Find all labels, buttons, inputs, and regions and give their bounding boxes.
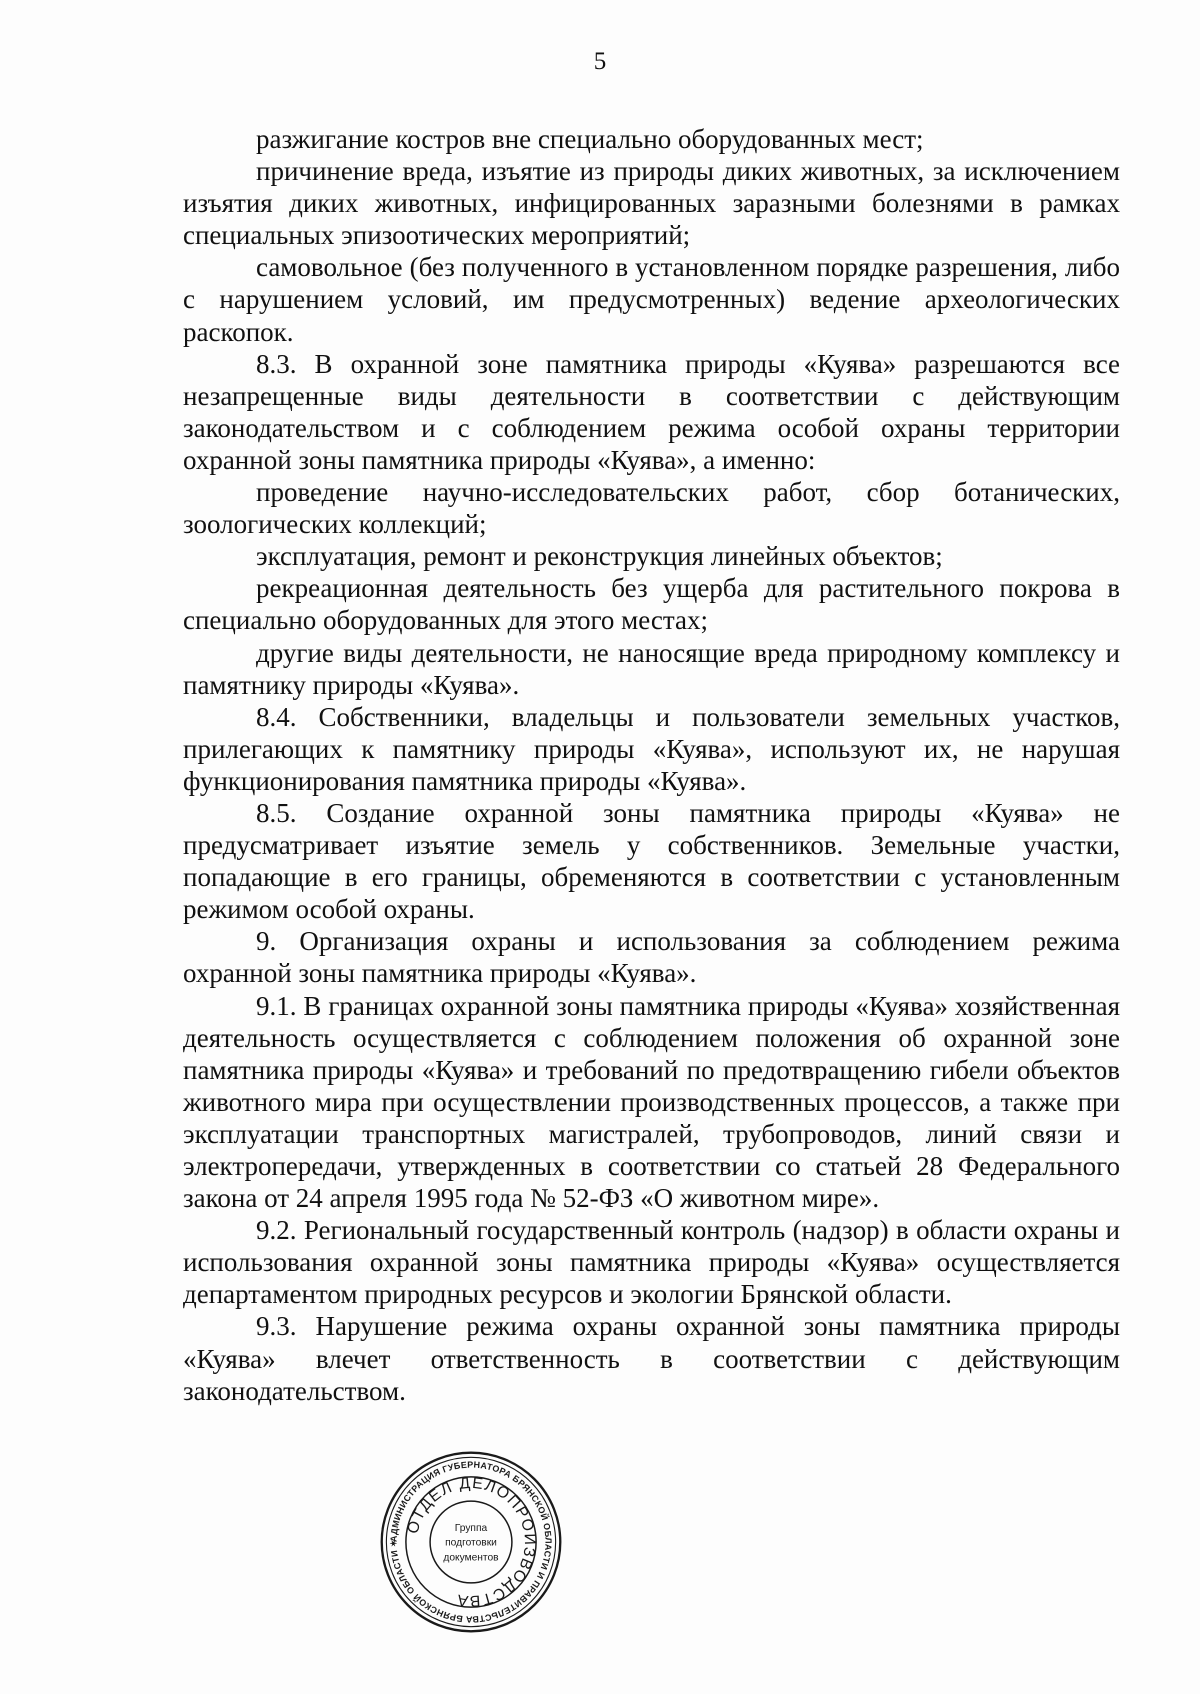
paragraph-9-1: 9.1. В границах охранной зоны памятника природы «Куява» хозяйственная деятельность осуществляется с соблюдением положения об охранной зоне памятника природы «Куява» и требований по предотвращению гибели объектов животного мира при осуществлении производственных процессов, а также при эксплуатации транспортных магистралей, трубопроводов, линий связи и электропередачи, утвержденных в соответствии со статьей 28 Федерального закона от 24 апреля 1995 года № 52-ФЗ «О животном мире». [183, 990, 1120, 1214]
document-body [183, 123, 1120, 1407]
paragraph-bonfires: разжигание костров вне специально оборудованных мест; [256, 124, 924, 154]
paragraph-8-5: 8.5. Создание охранной зоны памятника природы «Куява» не предусматривает изъятие земель у собственников. Земельные участки, попадающие в его границы, обременяются в соответствии с установленным режимом особой охраны. [183, 797, 1120, 925]
paragraph-harm-to-animals: причинение вреда, изъятие из природы диких животных, за исключением изъятия диких животных, инфицированных заразными болезнями в рамках специальных эпизоотических мероприятий; [183, 156, 1120, 251]
page-number: 5 [593, 48, 607, 75]
paragraph-linear-objects: эксплуатация, ремонт и реконструкция линейных объектов; [256, 541, 943, 572]
seal-center-line-1: Группа [454, 1522, 488, 1534]
seal-center-line-2: подготовки [445, 1537, 497, 1549]
paragraph-8-3: 8.3. В охранной зоне памятника природы «Куява» разрешаются все незапрещенные виды деятельности в соответствии с действующим законодательством и с соблюдением режима особой охраны территории охранной зоны памятника природы «Куява», а именно: [183, 348, 1120, 475]
paragraph-recreation: рекреационная деятельность без ущерба для растительного покрова в специально оборудованных для этого местах; [183, 573, 1120, 636]
paragraph-9-2: 9.2. Региональный государственный контроль (надзор) в области охраны и использования охранной зоны памятника природы «Куява» осуществляется департаментом природных ресурсов и экологии Брянской области. [183, 1215, 1120, 1310]
seal-center-line-3: документов [443, 1552, 499, 1564]
paragraph-9: 9. Организация охраны и использования за соблюдением режима охранной зоны памятника природы «Куява». [183, 926, 1120, 989]
paragraph-excavations: самовольное (без полученного в установленном порядке разрешения, либо с нарушением условий, им предусмотренных) ведение археологических раскопок. [183, 252, 1120, 347]
paragraph-8-4: 8.4. Собственники, владельцы и пользователи земельных участков, прилегающих к памятнику природы «Куява», используют их, не нарушая функционирования памятника природы «Куява». [183, 701, 1120, 796]
paragraph-other-activities: другие виды деятельности, не наносящие вреда природному комплексу и памятнику природы «Куява». [183, 637, 1120, 700]
paragraph-9-3: 9.3. Нарушение режима охраны охранной зоны памятника природы «Куява» влечет ответственность в соответствии с действующим законодательством. [183, 1311, 1120, 1406]
official-seal [378, 1449, 564, 1635]
paragraph-research: проведение научно-исследовательских работ, сбор ботанических, зоологических коллекций; [183, 477, 1120, 540]
seal-middle-text: ОТДЕЛ ДЕЛОПРОИЗВОДСТВА [404, 1474, 539, 1610]
seal-outer-text: АДМИНИСТРАЦИЯ ГУБЕРНАТОРА БРЯНСКОЙ ОБЛАСТИ И ПРАВИТЕЛЬСТВА БРЯНСКОЙ ОБЛАСТИ ✶ [388, 1459, 554, 1625]
